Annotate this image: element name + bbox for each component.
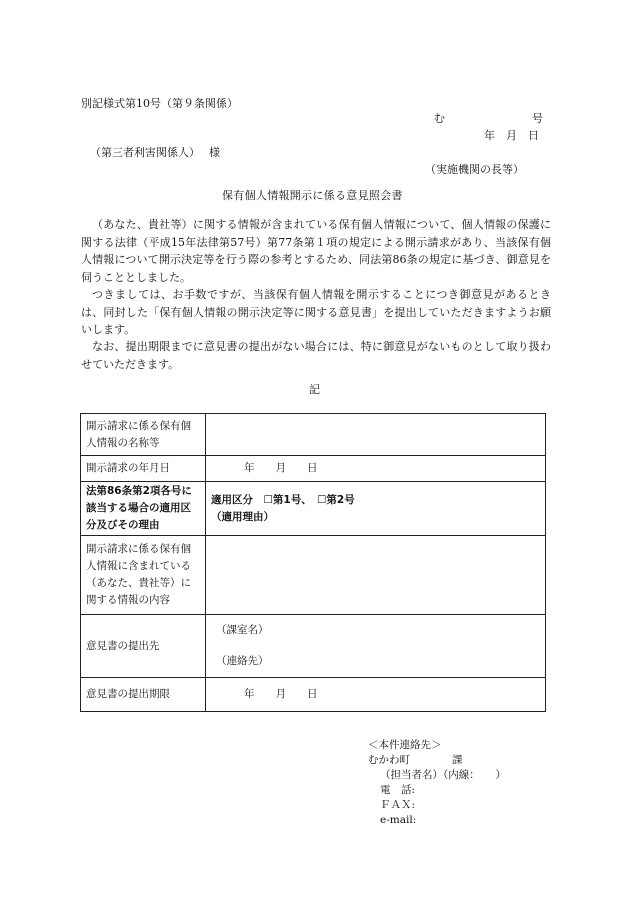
form-label: 別記様式第10号（第９条関係） (81, 97, 238, 110)
request-details-table (80, 413, 546, 712)
ki-heading: 記 (309, 383, 320, 396)
contact-office: むかわ町 課 (368, 754, 463, 766)
contact-fax: ＦＡＸ: (380, 799, 416, 811)
table-row (81, 414, 546, 456)
label-submission-address: 意見書の提出先 (81, 615, 206, 678)
label-applicable-category: 法第86条第2項各号に該当する場合の適用区分及びその理由 (81, 482, 206, 536)
contact-email: e-mail: (380, 814, 417, 826)
body-paragraph-3: なお、提出期限までに意見書の提出がない場合には、特に御意見がないものとして取り扱わせていただきます。 (81, 340, 551, 371)
document-title: 保有個人情報開示に係る意見照会書 (222, 189, 403, 202)
number-prefix: む (434, 112, 445, 125)
value-submission-deadline: 年 月 日 (206, 678, 546, 712)
body-paragraph-1: （あなた、貴社等）に関する情報が含まれている保有個人情報について、個人情報の保護に関する法律（平成15年法律第57号）第77条第１項の規定による開示請求があり、当該保有個人情報について開示決定等を行う際の参考とするため、同法第86条の規定に基づき、御意見を伺うこととしました。 (81, 218, 551, 284)
contact-label: （連絡先） (216, 655, 269, 667)
applicable-reason-label: （適用理由） (211, 511, 274, 523)
number-suffix: 号 (532, 112, 543, 125)
value-info-contents (206, 536, 546, 615)
value-requested-info-name (206, 414, 546, 456)
sender: （実施機関の長等） (425, 163, 524, 176)
label-submission-deadline: 意見書の提出期限 (81, 678, 206, 712)
body-paragraph-2: つきましては、お手数ですが、当該保有個人情報を開示することにつき御意見があるときは、同封した「保有個人情報の開示決定等に関する意見書」を提出していただきますようお願いします。 (81, 288, 551, 336)
section-name-label: （課室名） (216, 624, 269, 636)
table-row (81, 678, 546, 712)
label-request-date: 開示請求の年月日 (81, 456, 206, 482)
addressee: （第三者利害関係人） 様 (90, 146, 220, 159)
contact-block (368, 738, 506, 828)
applicable-category-options: 適用区分 ☐第1号、 ☐第2号 (211, 494, 355, 506)
label-requested-info-name: 開示請求に係る保有個人情報の名称等 (81, 414, 206, 456)
contact-heading: ＜本件連絡先＞ (368, 739, 442, 751)
value-applicable-category (206, 482, 546, 536)
table-row (81, 482, 546, 536)
contact-tel: 電 話: (380, 784, 416, 796)
value-request-date: 年 月 日 (206, 456, 546, 482)
label-info-contents: 開示請求に係る保有個人情報に含まれている（あなた、貴社等）に関する情報の内容 (81, 536, 206, 615)
table-row (81, 615, 546, 678)
value-submission-address (206, 615, 546, 678)
document-date: 年 月 日 (484, 129, 539, 142)
table-row (81, 536, 546, 615)
table-row (81, 456, 546, 482)
contact-person: （担当者名）（内線： ） (380, 769, 506, 781)
